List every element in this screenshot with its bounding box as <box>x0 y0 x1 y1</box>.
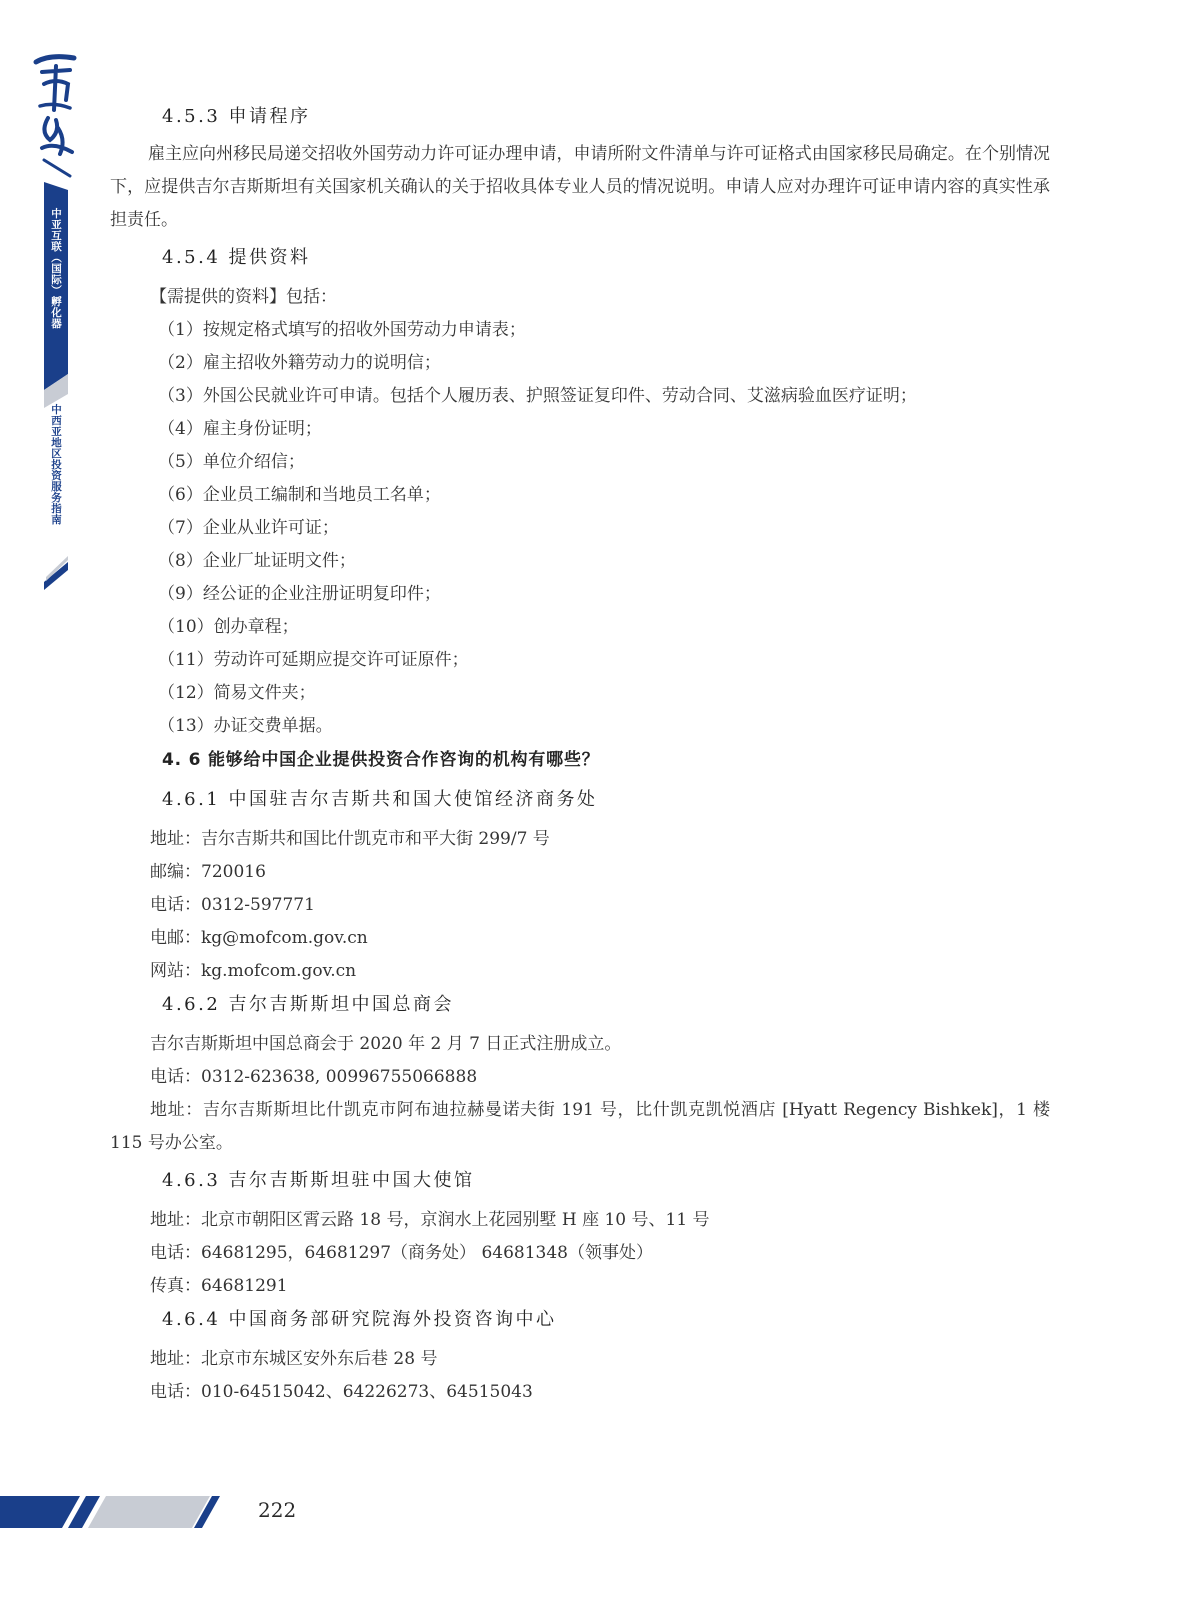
main-content <box>110 100 1050 1409</box>
required-docs-intro: 【需提供的资料】包括： <box>150 287 337 307</box>
list-item: （2）雇主招收外籍劳动力的说明信； <box>158 353 441 373</box>
list-item: （11）劳动许可延期应提交许可证原件； <box>158 650 469 670</box>
list-item: （8）企业厂址证明文件； <box>158 551 356 571</box>
list-item: （13）办证交费单据。 <box>158 716 333 736</box>
embassy-website: 网站：kg.mofcom.gov.cn <box>150 961 357 981</box>
kg-embassy-address: 地址：北京市朝阳区霄云路 18 号，京润水上花园别墅 H 座 10 号、11 号 <box>150 1210 710 1230</box>
kg-embassy-fax: 传真：64681291 <box>150 1276 288 1296</box>
belt-road-calligraphy-icon <box>30 48 80 178</box>
heading-4-5-3: 4.5.3 申请程序 <box>162 106 311 127</box>
kg-embassy-phone: 电话：64681295，64681297（商务处） 64681348（领事处） <box>150 1243 653 1263</box>
belt-road-logo <box>30 48 80 178</box>
footer-stripes-icon <box>0 1490 230 1534</box>
side-band <box>44 182 68 590</box>
chamber-address: 地址：吉尔吉斯斯坦比什凯克市阿布迪拉赫曼诺夫街 191 号，比什凯克凯悦酒店 [Hyatt Regency Bishkek]，1 楼 115 号办公室。 <box>110 1100 1050 1153</box>
list-item: （1）按规定格式填写的招收外国劳动力申请表； <box>158 320 526 340</box>
page-number: 222 <box>258 1498 297 1522</box>
heading-4-6-2: 4.6.2 吉尔吉斯斯坦中国总商会 <box>162 994 455 1015</box>
embassy-phone: 电话：0312-597771 <box>150 895 315 915</box>
list-item: （6）企业员工编制和当地员工名单； <box>158 485 441 505</box>
consult-center-address: 地址：北京市东城区安外东后巷 28 号 <box>150 1349 438 1369</box>
chamber-phone: 电话：0312-623638, 00996755066888 <box>150 1067 478 1087</box>
paragraph-application-procedure: 雇主应向州移民局递交招收外国劳动力许可证办理申请，申请所附文件清单与许可证格式由国家移民局确定。在个别情况下，应提供吉尔吉斯斯坦有关国家机关确认的关于招收具体专业人员的情况说明。申请人应对办理许可证申请内容的真实性承担责任。 <box>110 144 1050 230</box>
list-item: （10）创办章程； <box>158 617 299 637</box>
list-item: （7）企业从业许可证； <box>158 518 339 538</box>
list-item: （9）经公证的企业注册证明复印件； <box>158 584 441 604</box>
list-item: （5）单位介绍信； <box>158 452 305 472</box>
heading-4-6-4: 4.6.4 中国商务部研究院海外投资咨询中心 <box>162 1309 557 1330</box>
embassy-email: 电邮：kg@mofcom.gov.cn <box>150 928 368 948</box>
side-band-label-upper: 中亚互联（国际）孵化器 <box>50 208 62 329</box>
embassy-postcode: 邮编：720016 <box>150 862 266 882</box>
embassy-address: 地址：吉尔吉斯共和国比什凯克市和平大街 299/7 号 <box>150 829 550 849</box>
heading-4-5-4: 4.5.4 提供资料 <box>162 247 311 268</box>
heading-4-6-3: 4.6.3 吉尔吉斯斯坦驻中国大使馆 <box>162 1170 475 1191</box>
heading-4-6: 4. 6 能够给中国企业提供投资合作咨询的机构有哪些？ <box>162 750 600 770</box>
consult-center-phone: 电话：010-64515042、64226273、64515043 <box>150 1382 533 1402</box>
list-item: （3）外国公民就业许可申请。包括个人履历表、护照签证复印件、劳动合同、艾滋病验血医疗证明； <box>158 386 917 406</box>
footer-decoration <box>0 1490 230 1534</box>
chamber-intro: 吉尔吉斯斯坦中国总商会于 2020 年 2 月 7 日正式注册成立。 <box>150 1034 622 1054</box>
list-item: （4）雇主身份证明； <box>158 419 322 439</box>
list-item: （12）简易文件夹； <box>158 683 316 703</box>
heading-4-6-1: 4.6.1 中国驻吉尔吉斯共和国大使馆经济商务处 <box>162 789 598 810</box>
side-band-label-lower: 中西亚地区投资服务指南 <box>50 404 62 525</box>
